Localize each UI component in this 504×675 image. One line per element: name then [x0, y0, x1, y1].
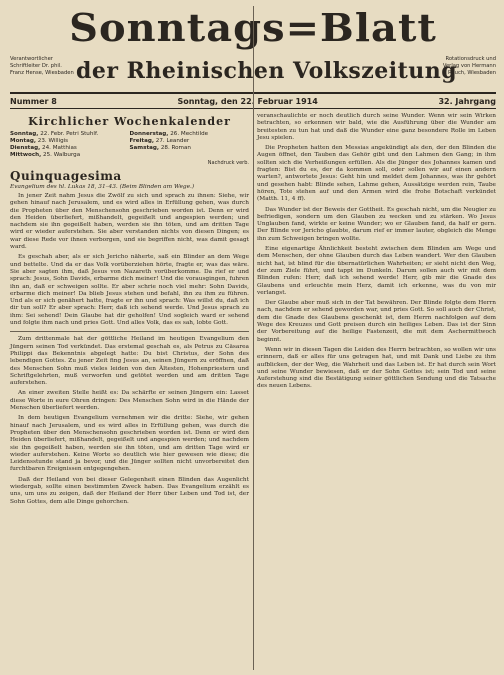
sermon-title: Quinquagesima: [10, 169, 122, 183]
editor-credit: Verantwortlicher Schriftleiter Dr. phil. Franz Hense, Wiesbaden: [10, 56, 74, 76]
divider: [10, 331, 249, 332]
paragraph: Zum drittenmale hat der göttliche Heiland im heutigen Evangelium den Jüngern seinen Tod verkündet. Das erstemal geschah es, als Petrus zu Cäsarea Philippi das Bekenntnis abgelegt hatte: Du bist Christus, der Sohn des lebendigen Gottes. Zu jener Zeit fing Jesus an, seinen Jüngern zu eröffnen, daß des Menschen Sohn muß vieles leiden von den Ältesten, Hohenpriestern und Schriftgelehrten, muß verworfen und getötet werden und am dritten Tage auferstehen.: [10, 336, 249, 387]
reprint-note: Nachdruck verb.: [207, 160, 249, 166]
paragraph: Daß der Heiland von bei dieser Gelegenheit einen Blinden das Augenlicht wiedergab, sollte einen bestimmten Zweck haben. Das Evangelium erzählt es uns, um uns zu zeigen, daß der Heiland der Herr über Leben und Tod ist, der Sohn Gottes, dem alle Dinge gehorchen.: [10, 476, 249, 505]
issue-number: Nummer 8: [10, 96, 57, 106]
columns: [10, 113, 496, 509]
paragraph: veranschaulichte er noch deutlich durch seine Wunder. Wenn wir sein Wirken betrachten, so erkennen wir bald, wie die Ausführung über die Wunder am breitesten zu tun hat und daß die Wunder eine ganz besondere Rolle im Leben Jesu spielen.: [257, 113, 496, 141]
paragraph: An einer zweiten Stelle heißt es: Da schärfte er seinen Jüngern ein: Lasset diese Worte in eure Ohren dringen: Des Menschen Sohn wird in die Hände der Menschen überliefert werden.: [10, 390, 249, 412]
calendar-entry: Mittwoch, 25. Walburga: [10, 152, 81, 158]
masthead-title: Sonntags=Blatt: [69, 5, 437, 50]
calendar-entry: Samstag, 28. Roman: [129, 145, 191, 151]
paragraph: In dem heutigen Evangelium vernehmen wir die dritte: Siehe, wir gehen hinauf nach Jerusalem, und es wird alles in Erfüllung gehen, was durch die Propheten über den Menschensohn geschrieben worden ist. Denn er wird den Heiden überliefert, mißhandelt, gegeißelt und angespien werden; und nachdem sie ihn gegeißelt haben, werden sie ihn töten, und am dritten Tage wird er wieder auferstehen. Keine Worte so deutlich wie hier gewesen wie diese; die Leidensstunde stand ja bevor, und die Jünger sollten nicht unvorbereitet den furchtbaren Ereignissen entgegengehen.: [10, 415, 249, 473]
paragraph: Eine eigenartige Ähnlichkeit besteht zwischen dem Blinden am Wege und dem Menschen, der ohne Glauben durch das Leben wandert. Wer den Glauben nicht hat, ist blind für die übernatürlichen Wahrheiten; er sieht nicht den Weg, der zum Ziele führt, und tappt im Dunkeln. Darum sollen auch wir mit dem Blinden rufen: Herr, daß ich sehend werde! Herr, gib mir die Gnade des Glaubens und erleuchte mein Herz, damit ich erkenne, was du von mir verlangst.: [257, 246, 496, 296]
left-column: [10, 113, 249, 509]
sermon-subtitle: Evangelium des hl. Lukas 18, 31–43. (Beim Blinden am Wege.): [10, 184, 195, 190]
calendar-entry: Montag, 23. Willigis: [10, 138, 69, 144]
calendar-entry: Dienstag, 24. Matthias: [10, 145, 77, 151]
paragraph: Das Wunder ist der Beweis der Gottheit. Es geschah nicht, um die Neugier zu befriedigen, sondern um den Glauben zu wecken und zu stärken. Wo Jesus Unglauben fand, wirkte er keine Wunder; wo er Glauben fand, da half er gern. Der Blinde vor Jericho glaubte, darum rief er immer lauter, obgleich die Menge ihn zum Schweigen bringen wollte.: [257, 206, 496, 242]
paragraph: Es geschah aber, als er sich Jericho näherte, saß ein Blinder an dem Wege und bettelte. Und da er das Volk vorüberziehen hörte, fragte er, was das wäre. Sie aber sagten ihm, daß Jesus von Nazareth vorüberkomme. Da rief er und sprach: Jesus, Sohn Davids, erbarme dich meiner! Und die vorausgingen, fuhren ihn an, daß er schweigen sollte. Er aber schrie noch viel mehr: Sohn Davids, erbarme dich meiner! Da blieb Jesus stehen und befahl, ihn zu ihm zu führen. Und als er sich genähert hatte, fragte er ihn und sprach: Was willst du, daß ich dir tun soll? Er aber sprach: Herr, daß ich sehend werde. Und Jesus sprach zu ihm: Sei sehend! Dein Glaube hat dir geholfen! Und sogleich ward er sehend und folgte ihm nach und pries Gott. Und alles Volk, das es sah, lobte Gott.: [10, 254, 249, 327]
paragraph: Die Propheten hatten den Messias angekündigt als den, der den Blinden die Augen öffnet, den Tauben das Gehör gibt und den Lahmen den Gang; in ihm sollten sich die Verheißungen erfüllen. Als die Jünger des Johannes kamen und fragten: Bist du es, der da kommen soll, oder sollen wir auf einen andern warten?, antwortete Jesus: Geht hin und meldet dem Johannes, was ihr gehört und gesehen habt: Blinde sehen, Lahme gehen, Aussätzige werden rein, Taube hören, Tote stehen auf und den Armen wird die frohe Botschaft verkündet (Matth. 11, 4 ff).: [257, 145, 496, 203]
paragraph: In jener Zeit nahm Jesus die Zwölf zu sich und sprach zu ihnen: Siehe, wir gehen hinauf nach Jerusalem, und es wird alles in Erfüllung gehen, was durch die Propheten über den Menschensohn geschrieben worden ist. Denn er wird den Heiden überliefert, mißhandelt, gegeißelt und angespien werden; und nachdem sie ihn gegeißelt haben, werden sie ihn töten, und am dritten Tage wird er wieder auferstehen. Sie aber verstanden nichts von diesen Dingen; es war diese Rede vor ihnen verborgen, und sie begriffen nicht, was damit gesagt ward.: [10, 193, 249, 251]
newspaper-page: [10, 6, 496, 670]
calendar-entry: Sonntag, 22. Febr. Petri Stuhlf.: [10, 131, 99, 137]
column-rule: [253, 6, 254, 670]
issue-date: Sonntag, den 22. Februar 1914: [177, 96, 318, 106]
publisher-credit: Rotationsdruck und Verlag von Hermann Rauch, Wiesbaden: [442, 56, 496, 76]
calendar-left: [10, 131, 130, 159]
calendar-entry: Donnerstag, 26. Mechtilde: [129, 131, 209, 137]
masthead-subtitle: der Rheinischen Volkszeitung: [76, 58, 458, 84]
paragraph: Der Glaube aber muß sich in der Tat bewähren. Der Blinde folgte dem Herrn nach, nachdem er sehend geworden war, und pries Gott. So soll auch der Christ, dem die Gnade des Glaubens geschenkt ist, dem Herrn nachfolgen auf dem Wege des Kreuzes und Gott preisen durch ein heiliges Leben. Das ist der Sinn der Vorbereitung auf die heilige Fastenzeit, die mit dem Aschermittwoch beginnt.: [257, 300, 496, 343]
calendar-title: Kirchlicher Wochenkalender: [28, 115, 231, 128]
calendar-right: [130, 131, 250, 159]
paragraph: Wenn wir in diesen Tagen die Leiden des Herrn betrachten, so wollen wir uns erinnern, daß er alles für uns getragen hat, und mit Dank und Liebe zu ihm aufblicken, der der Weg, die Wahrheit und das Leben ist. Er hat durch sein Wort und seine Wunder bewiesen, daß er der Sohn Gottes ist; sein Tod und seine Auferstehung sind die Bestätigung seiner göttlichen Sendung und die Tatsache des neuen Lebens.: [257, 346, 496, 390]
volume: 32. Jahrgang: [438, 96, 496, 106]
calendar-entry: Freitag, 27. Leander: [129, 138, 190, 144]
right-column: [257, 113, 496, 509]
calendar: [10, 131, 249, 159]
